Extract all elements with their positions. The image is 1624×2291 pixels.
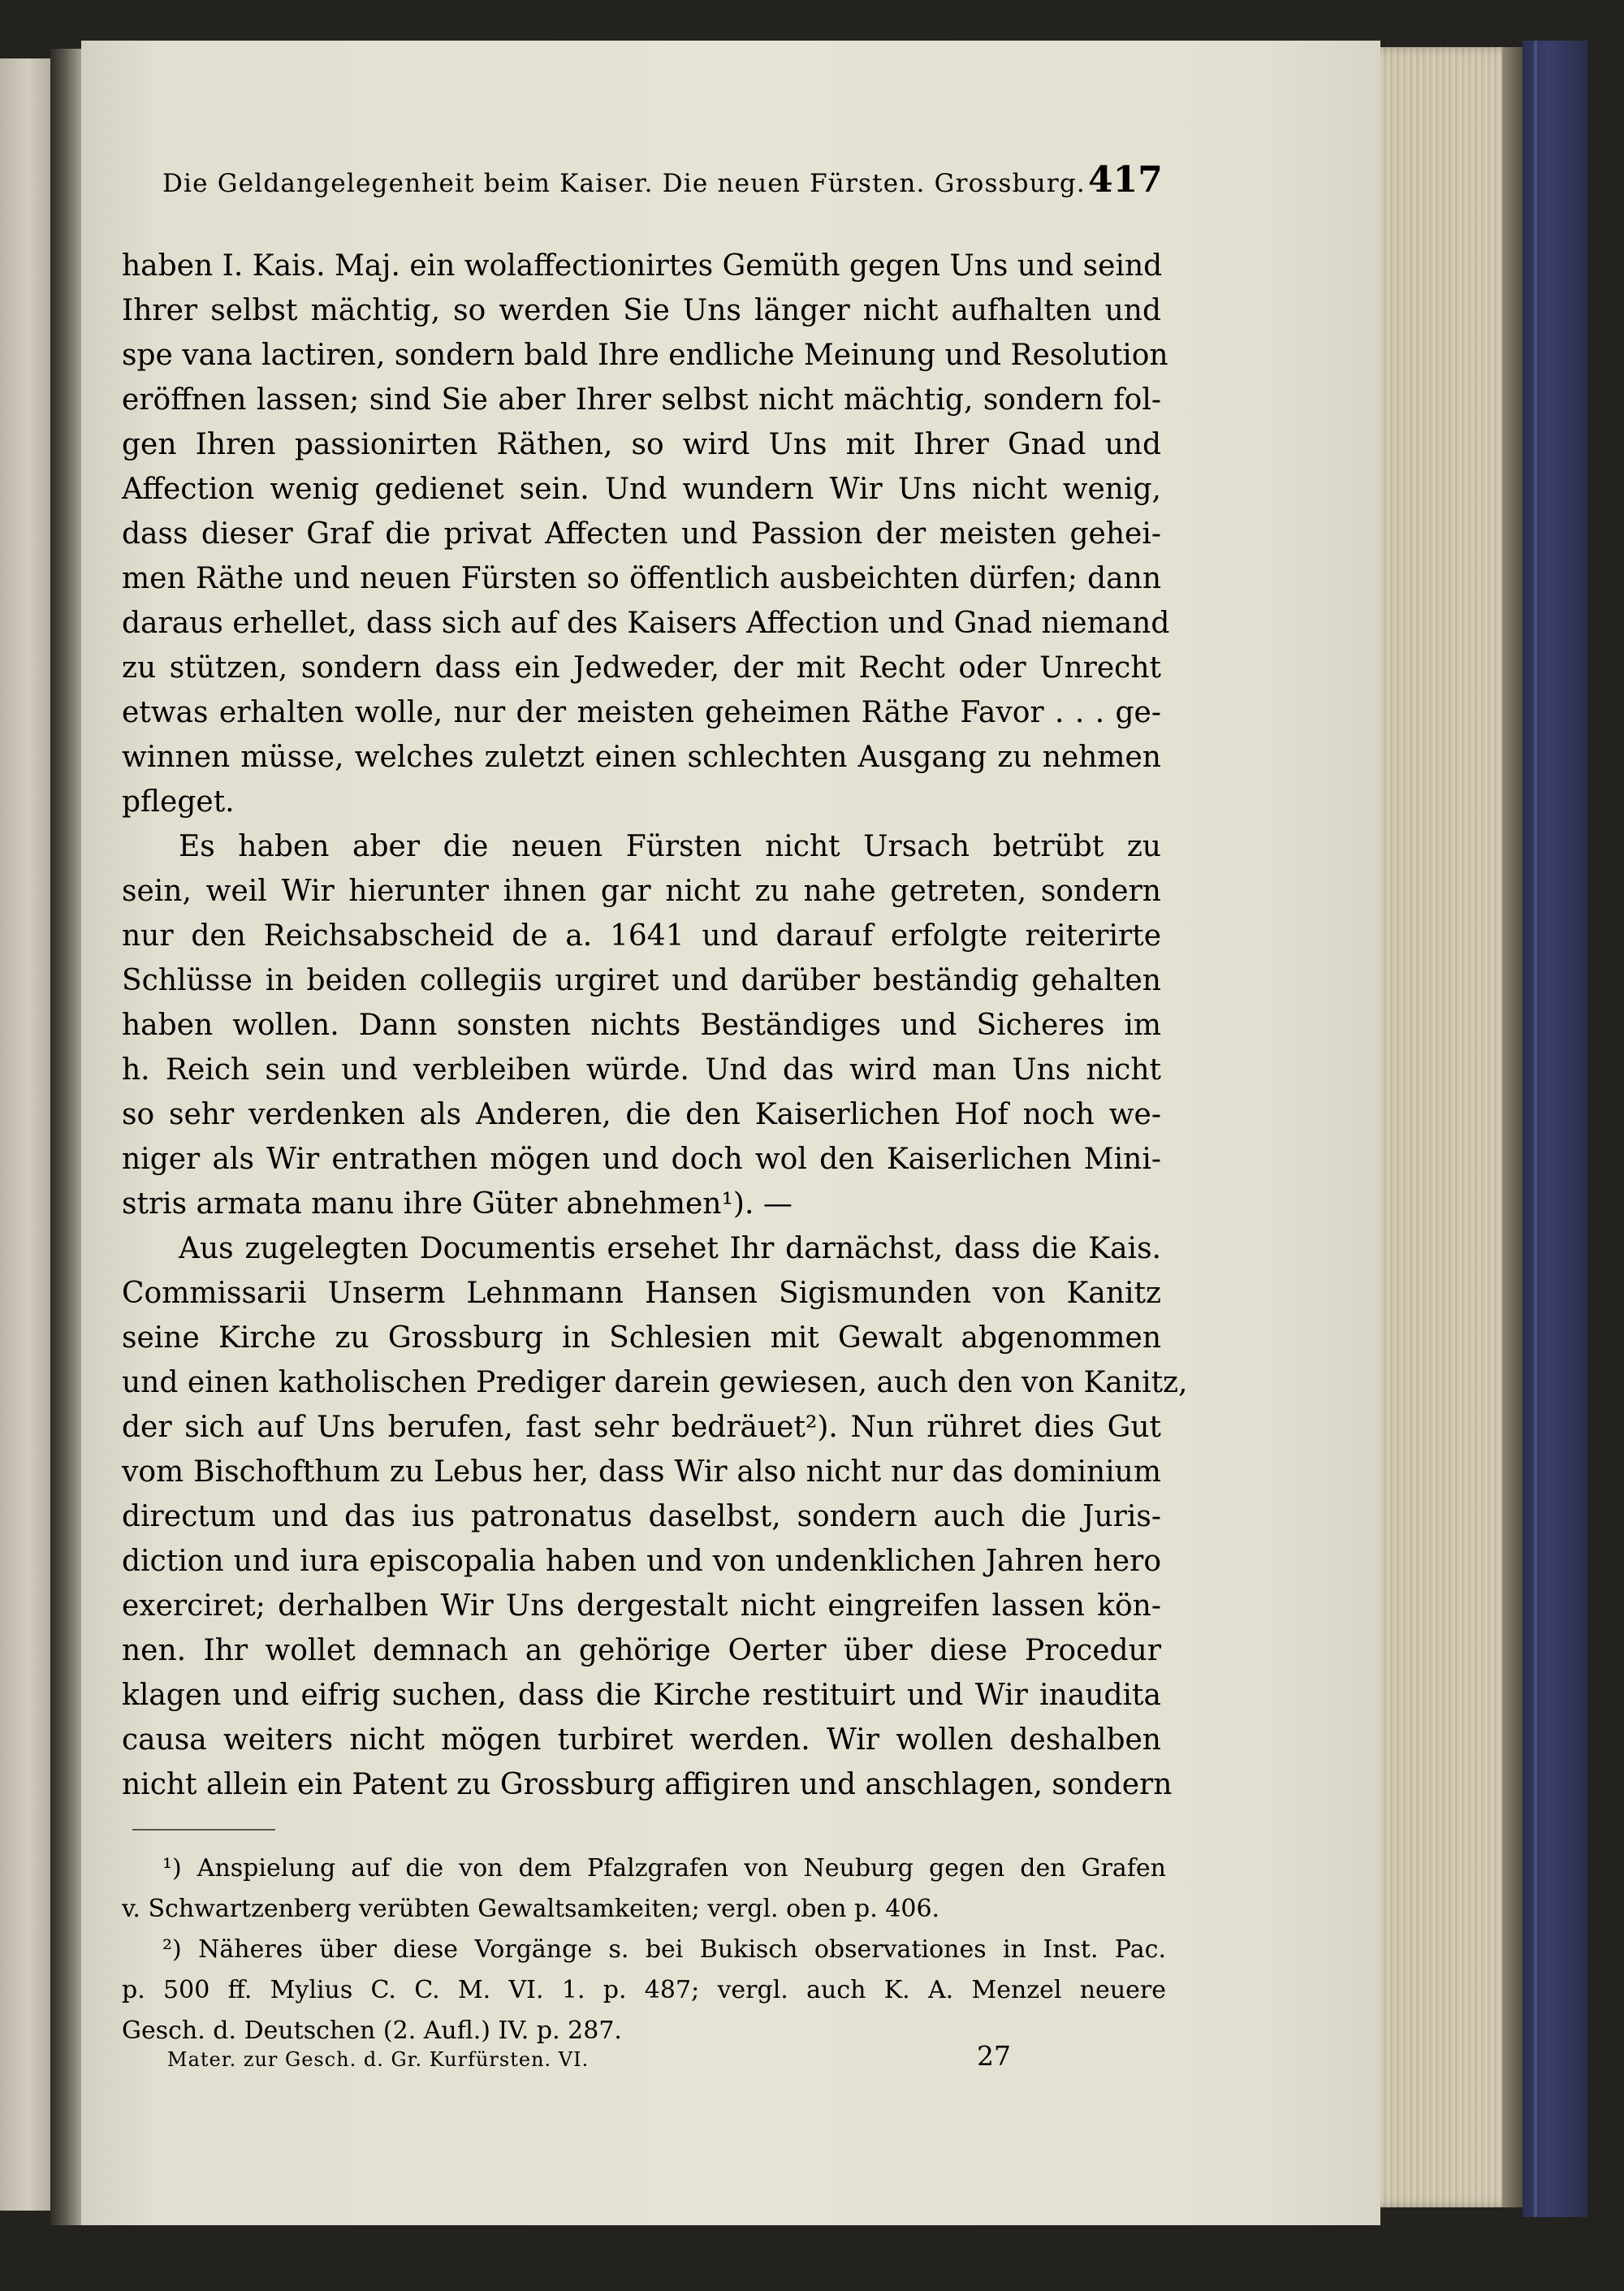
text-line: Schlüsse in beiden collegiis urgiret und darüber beständig gehalten (122, 964, 1161, 997)
body-text (122, 244, 1188, 1807)
text-line: klagen und eifrig suchen, dass die Kirche restituirt und Wir inaudita (122, 1679, 1161, 1712)
text-line: spe vana lactiren, sondern bald Ihre endliche Meinung und Resolution (122, 339, 1168, 372)
text-line: der sich auf Uns berufen, fast sehr bedräuet²). Nun rühret dies Gut (122, 1411, 1161, 1444)
text-line: niger als Wir entrathen mögen und doch wol den Kaiserlichen Mini- (122, 1143, 1161, 1176)
text-line: nicht allein ein Patent zu Grossburg affigiren und anschlagen, sondern (122, 1768, 1173, 1801)
printer-signature: Mater. zur Gesch. d. Gr. Kurfürsten. VI. (167, 2048, 590, 2071)
text-line: und einen katholischen Prediger darein gewiesen, auch den von Kanitz, (122, 1366, 1188, 1399)
text-line: so sehr verdenken als Anderen, die den Kaiserlichen Hof noch we- (122, 1098, 1161, 1131)
text-line: eröffnen lassen; sind Sie aber Ihrer selbst nicht mächtig, sondern fol- (122, 383, 1161, 417)
paragraph-start-line: Aus zugelegten Documentis ersehet Ihr darnächst, dass die Kais. (179, 1232, 1161, 1265)
text-line: exerciret; derhalben Wir Uns dergestalt nicht eingreifen lassen kön- (122, 1589, 1161, 1623)
text-line: Affection wenig gedienet sein. Und wundern Wir Uns nicht wenig, (122, 473, 1161, 506)
text-line: men Räthe und neuen Fürsten so öffentlich ausbeichten dürfen; dann (122, 562, 1161, 595)
text-line: gen Ihren passionirten Räthen, so wird Uns mit Ihrer Gnad und (122, 428, 1161, 461)
text-line: vom Bischofthum zu Lebus her, dass Wir also nicht nur das dominium (122, 1455, 1161, 1489)
page-number: 417 (1088, 159, 1163, 201)
footnote-line: p. 500 ff. Mylius C. C. M. VI. 1. p. 487; vergl. auch K. A. Menzel neuere (122, 1976, 1166, 2004)
book-cover-edge (1522, 41, 1587, 2217)
footnote-line: ²) Näheres über diese Vorgänge s. bei Bukisch observationes in Inst. Pac. (162, 1935, 1166, 1964)
text-line: stris armata manu ihre Güter abnehmen¹). — (122, 1187, 793, 1221)
paragraph-start-line: Es haben aber die neuen Fürsten nicht Ursach betrübt zu (179, 830, 1161, 863)
previous-page-edge (0, 58, 53, 2211)
text-line: causa weiters nicht mögen turbiret werden. Wir wollen deshalben (122, 1723, 1161, 1757)
footnote-line: Gesch. d. Deutschen (2. Aufl.) IV. p. 287. (122, 2017, 622, 2045)
footnote-divider (132, 1829, 275, 1831)
text-line: diction und iura episcopalia haben und von undenklichen Jahren hero (122, 1545, 1161, 1578)
footnotes (122, 1848, 1166, 2051)
text-line: zu stützen, sondern dass ein Jedweder, der mit Recht oder Unrecht (122, 651, 1161, 685)
text-line: Ihrer selbst mächtig, so werden Sie Uns länger nicht aufhalten und (122, 294, 1161, 327)
text-line: Commissarii Unserm Lehnmann Hansen Sigismunden von Kanitz (122, 1277, 1161, 1310)
text-line: pfleget. (122, 785, 235, 819)
text-line: seine Kirche zu Grossburg in Schlesien mit Gewalt abgenommen (122, 1321, 1161, 1355)
text-line: nen. Ihr wollet demnach an gehörige Oerter über diese Procedur (122, 1634, 1161, 1667)
text-line: h. Reich sein und verbleiben würde. Und das wird man Uns nicht (122, 1053, 1161, 1087)
text-line: winnen müsse, welches zuletzt einen schlechten Ausgang zu nehmen (122, 741, 1161, 774)
text-line: dass dieser Graf die privat Affecten und Passion der meisten gehei- (122, 517, 1161, 551)
text-line: nur den Reichsabscheid de a. 1641 und darauf erfolgte reiterirte (122, 919, 1161, 953)
sheet-number: 27 (977, 2040, 1011, 2072)
footnote-line: v. Schwartzenberg verübten Gewaltsamkeiten; vergl. oben p. 406. (122, 1895, 940, 1923)
text-line: etwas erhalten wolle, nur der meisten geheimen Räthe Favor . . . ge- (122, 696, 1161, 729)
footnote-line: ¹) Anspielung auf die von dem Pfalzgrafen von Neuburg gegen den Grafen (162, 1854, 1166, 1883)
running-title: Die Geldangelegenheit beim Kaiser. Die neuen Fürsten. Grossburg. (162, 169, 1086, 198)
text-line: sein, weil Wir hierunter ihnen gar nicht zu nahe getreten, sondern (122, 875, 1161, 908)
text-line: haben wollen. Dann sonsten nichts Beständiges und Sicheres im (122, 1009, 1161, 1042)
text-line: directum und das ius patronatus daselbst, sondern auch die Juris- (122, 1500, 1161, 1533)
text-line: daraus erhellet, dass sich auf des Kaisers Affection und Gnad niemand (122, 607, 1170, 640)
text-line: haben I. Kais. Maj. ein wolaffectionirtes Gemüth gegen Uns und seind (122, 249, 1163, 283)
